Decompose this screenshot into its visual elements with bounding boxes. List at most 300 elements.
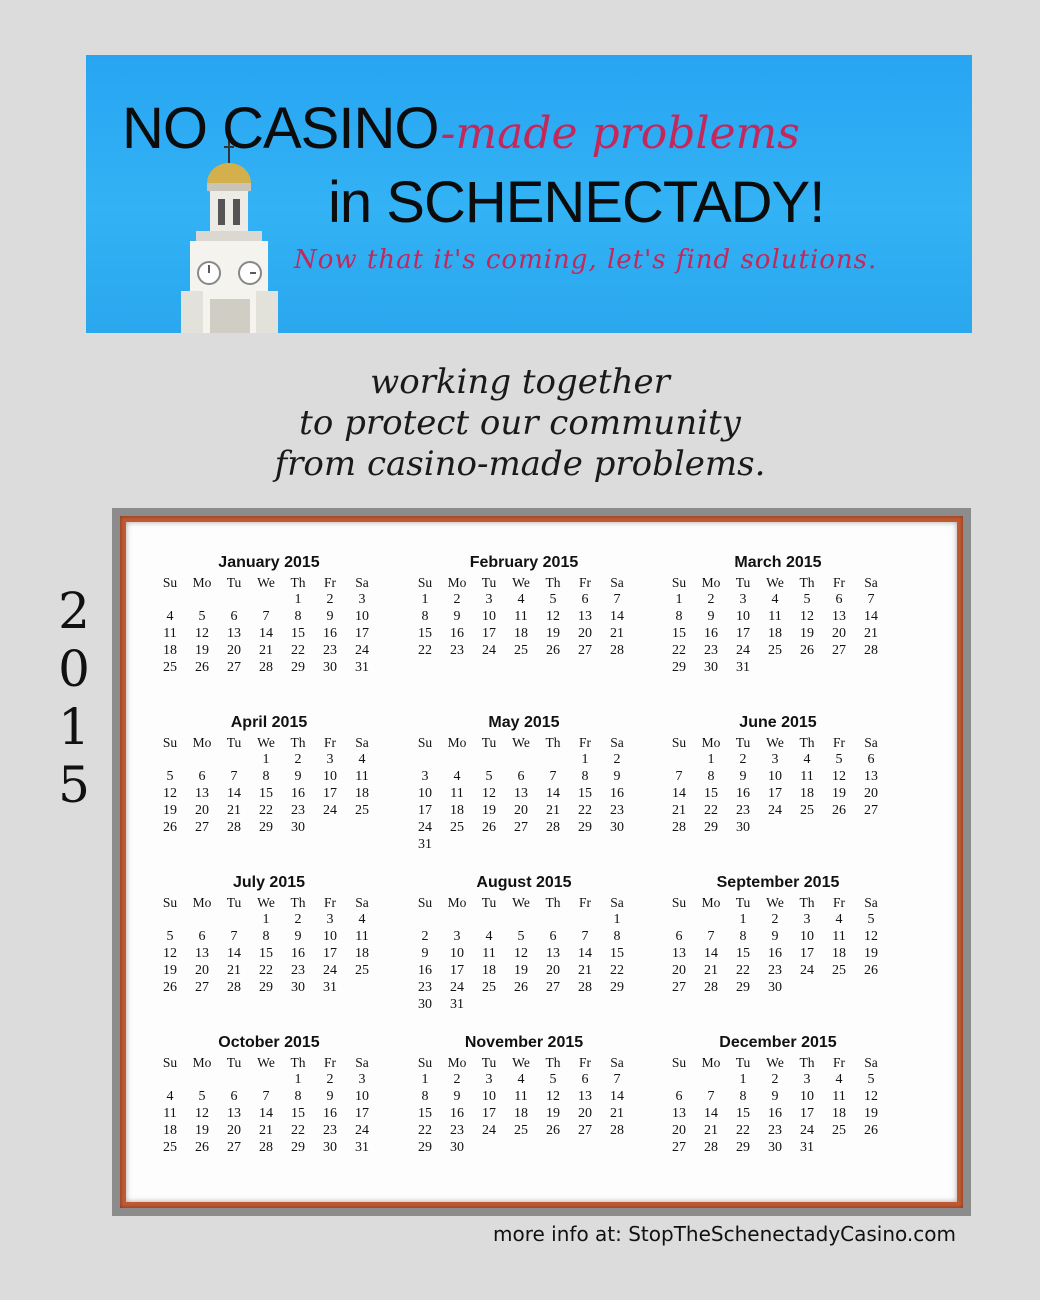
month-title: November 2015 bbox=[464, 1034, 584, 1051]
weekday-label: Th bbox=[545, 1055, 561, 1070]
weekday-label: Mo bbox=[192, 895, 212, 910]
day-number: 18 bbox=[163, 643, 177, 658]
day-number: 8 bbox=[739, 1089, 747, 1104]
day-number: 12 bbox=[832, 769, 846, 784]
day-number: 30 bbox=[768, 1140, 782, 1155]
day-number: 25 bbox=[355, 803, 369, 818]
calendar-sheet bbox=[126, 522, 957, 1202]
day-number: 25 bbox=[450, 820, 464, 835]
day-number: 6 bbox=[835, 592, 843, 607]
day-number: 13 bbox=[227, 1106, 241, 1121]
day-number: 10 bbox=[800, 929, 814, 944]
weekday-label: Th bbox=[545, 735, 561, 750]
weekday-label: Sa bbox=[355, 895, 369, 910]
weekday-label: Su bbox=[162, 575, 178, 590]
weekday-label: Tu bbox=[735, 735, 751, 750]
day-number: 14 bbox=[259, 1106, 273, 1121]
day-number: 15 bbox=[259, 946, 273, 961]
day-number: 30 bbox=[450, 1140, 464, 1155]
weekday-label: Sa bbox=[355, 735, 369, 750]
day-number: 4 bbox=[358, 752, 366, 767]
day-number: 24 bbox=[736, 643, 750, 658]
day-number: 1 bbox=[613, 912, 621, 927]
day-number: 26 bbox=[546, 1123, 560, 1138]
day-number: 8 bbox=[581, 769, 589, 784]
month-calendar bbox=[663, 1034, 893, 1156]
day-number: 1 bbox=[421, 592, 429, 607]
day-number: 22 bbox=[418, 643, 432, 658]
day-number: 16 bbox=[768, 1106, 782, 1121]
day-number: 15 bbox=[704, 786, 718, 801]
day-number: 28 bbox=[864, 643, 878, 658]
month-calendar bbox=[663, 874, 893, 996]
day-number: 21 bbox=[672, 803, 686, 818]
day-number: 29 bbox=[291, 660, 305, 675]
month-calendar bbox=[409, 714, 639, 853]
weekday-label: Mo bbox=[447, 1055, 467, 1070]
day-number: 10 bbox=[355, 609, 369, 624]
empty-day bbox=[505, 911, 537, 928]
month-title: April 2015 bbox=[230, 714, 308, 731]
day-grid bbox=[154, 751, 384, 836]
day-number: 16 bbox=[768, 946, 782, 961]
weekday-label: Mo bbox=[701, 1055, 721, 1070]
day-number: 5 bbox=[517, 929, 525, 944]
weekday-label: Fr bbox=[832, 575, 845, 590]
empty-day bbox=[218, 751, 250, 768]
weekday-label: We bbox=[257, 735, 275, 750]
weekday-label: Sa bbox=[610, 1055, 624, 1070]
weekday-header bbox=[663, 734, 893, 751]
weekday-label: Th bbox=[290, 1055, 306, 1070]
day-number: 6 bbox=[517, 769, 525, 784]
day-number: 10 bbox=[736, 609, 750, 624]
day-number: 12 bbox=[163, 946, 177, 961]
day-number: 2 bbox=[453, 1072, 461, 1087]
day-number: 10 bbox=[418, 786, 432, 801]
day-number: 20 bbox=[672, 1123, 686, 1138]
day-number: 9 bbox=[739, 769, 747, 784]
day-number: 18 bbox=[832, 946, 846, 961]
day-number: 13 bbox=[195, 946, 209, 961]
day-number: 9 bbox=[453, 609, 461, 624]
day-number: 5 bbox=[166, 769, 174, 784]
day-number: 23 bbox=[704, 643, 718, 658]
weekday-label: Sa bbox=[864, 735, 878, 750]
month-calendar bbox=[154, 874, 384, 996]
day-number: 8 bbox=[262, 929, 270, 944]
day-number: 19 bbox=[800, 626, 814, 641]
calendar-frame-border bbox=[120, 516, 963, 1208]
day-number: 4 bbox=[166, 1089, 174, 1104]
day-number: 30 bbox=[323, 1140, 337, 1155]
day-number: 11 bbox=[355, 929, 369, 944]
day-number: 2 bbox=[421, 929, 429, 944]
month-calendar bbox=[154, 714, 384, 836]
day-number: 7 bbox=[867, 592, 875, 607]
weekday-label: Mo bbox=[192, 735, 212, 750]
day-number: 23 bbox=[768, 963, 782, 978]
banner-subline: Now that it's coming, let's find solutions. bbox=[294, 245, 878, 275]
day-number: 18 bbox=[482, 963, 496, 978]
weekday-label: Sa bbox=[610, 735, 624, 750]
day-number: 15 bbox=[578, 786, 592, 801]
weekday-label: Tu bbox=[226, 895, 242, 910]
day-number: 26 bbox=[864, 1123, 878, 1138]
day-number: 6 bbox=[675, 1089, 683, 1104]
weekday-label: Tu bbox=[226, 1055, 242, 1070]
empty-day bbox=[695, 1071, 727, 1088]
weekday-label: We bbox=[766, 575, 784, 590]
empty-day bbox=[218, 911, 250, 928]
day-number: 19 bbox=[482, 803, 496, 818]
day-number: 19 bbox=[546, 626, 560, 641]
day-number: 25 bbox=[800, 803, 814, 818]
day-number: 26 bbox=[800, 643, 814, 658]
day-number: 2 bbox=[326, 1072, 334, 1087]
day-number: 27 bbox=[195, 980, 209, 995]
day-number: 30 bbox=[323, 660, 337, 675]
day-number: 2 bbox=[771, 1072, 779, 1087]
day-number: 3 bbox=[803, 1072, 811, 1087]
day-number: 31 bbox=[450, 997, 464, 1012]
weekday-header bbox=[663, 574, 893, 591]
weekday-label: Sa bbox=[864, 575, 878, 590]
day-number: 8 bbox=[421, 1089, 429, 1104]
day-number: 4 bbox=[517, 1072, 525, 1087]
day-number: 8 bbox=[707, 769, 715, 784]
day-number: 19 bbox=[514, 963, 528, 978]
day-number: 21 bbox=[578, 963, 592, 978]
day-number: 20 bbox=[195, 963, 209, 978]
year-digit: 1 bbox=[58, 698, 90, 756]
day-number: 24 bbox=[800, 1123, 814, 1138]
day-number: 2 bbox=[453, 592, 461, 607]
day-number: 26 bbox=[514, 980, 528, 995]
weekday-label: Tu bbox=[735, 895, 751, 910]
day-number: 7 bbox=[613, 1072, 621, 1087]
day-number: 12 bbox=[546, 1089, 560, 1104]
day-number: 7 bbox=[230, 769, 238, 784]
empty-day bbox=[695, 911, 727, 928]
day-number: 10 bbox=[355, 1089, 369, 1104]
day-number: 21 bbox=[546, 803, 560, 818]
day-number: 30 bbox=[418, 997, 432, 1012]
empty-day bbox=[250, 591, 282, 608]
month-calendar bbox=[663, 554, 893, 676]
day-number: 14 bbox=[610, 609, 624, 624]
weekday-label: Mo bbox=[447, 575, 467, 590]
year-digit: 0 bbox=[58, 640, 90, 698]
day-number: 4 bbox=[166, 609, 174, 624]
day-number: 14 bbox=[227, 786, 241, 801]
day-number: 10 bbox=[323, 769, 337, 784]
day-number: 2 bbox=[294, 752, 302, 767]
day-number: 29 bbox=[418, 1140, 432, 1155]
day-number: 15 bbox=[418, 626, 432, 641]
day-grid bbox=[409, 911, 639, 1013]
day-number: 12 bbox=[195, 1106, 209, 1121]
day-number: 3 bbox=[453, 929, 461, 944]
day-number: 14 bbox=[610, 1089, 624, 1104]
month-calendar bbox=[409, 1034, 639, 1156]
weekday-label: Su bbox=[162, 1055, 178, 1070]
day-number: 13 bbox=[864, 769, 878, 784]
day-number: 28 bbox=[259, 660, 273, 675]
day-number: 23 bbox=[291, 803, 305, 818]
day-number: 14 bbox=[546, 786, 560, 801]
day-number: 13 bbox=[578, 1089, 592, 1104]
weekday-label: Mo bbox=[447, 895, 467, 910]
month-title: August 2015 bbox=[476, 874, 572, 891]
weekday-label: Sa bbox=[864, 895, 878, 910]
day-number: 19 bbox=[546, 1106, 560, 1121]
day-number: 22 bbox=[418, 1123, 432, 1138]
weekday-label: Th bbox=[799, 735, 815, 750]
day-number: 24 bbox=[323, 803, 337, 818]
empty-day bbox=[154, 591, 186, 608]
empty-day bbox=[473, 911, 505, 928]
weekday-label: Tu bbox=[226, 735, 242, 750]
day-number: 25 bbox=[514, 1123, 528, 1138]
day-number: 13 bbox=[832, 609, 846, 624]
weekday-label: Fr bbox=[832, 895, 845, 910]
day-number: 18 bbox=[800, 786, 814, 801]
day-number: 8 bbox=[294, 609, 302, 624]
day-number: 14 bbox=[704, 946, 718, 961]
day-number: 4 bbox=[453, 769, 461, 784]
day-number: 9 bbox=[294, 769, 302, 784]
day-number: 4 bbox=[358, 912, 366, 927]
day-number: 20 bbox=[832, 626, 846, 641]
day-number: 14 bbox=[704, 1106, 718, 1121]
month-calendar bbox=[663, 714, 893, 836]
day-number: 11 bbox=[355, 769, 369, 784]
empty-day bbox=[505, 751, 537, 768]
day-number: 8 bbox=[613, 929, 621, 944]
day-number: 20 bbox=[578, 1106, 592, 1121]
day-number: 14 bbox=[672, 786, 686, 801]
weekday-label: Su bbox=[417, 895, 433, 910]
empty-day bbox=[537, 751, 569, 768]
day-number: 17 bbox=[450, 963, 464, 978]
day-grid bbox=[409, 751, 639, 853]
day-grid bbox=[663, 911, 893, 996]
day-number: 24 bbox=[482, 1123, 496, 1138]
day-number: 12 bbox=[864, 929, 878, 944]
day-number: 2 bbox=[707, 592, 715, 607]
day-number: 18 bbox=[514, 626, 528, 641]
day-number: 27 bbox=[864, 803, 878, 818]
day-number: 3 bbox=[421, 769, 429, 784]
weekday-label: Th bbox=[545, 575, 561, 590]
day-number: 6 bbox=[581, 592, 589, 607]
weekday-label: Su bbox=[671, 1055, 687, 1070]
day-number: 21 bbox=[610, 1106, 624, 1121]
day-number: 6 bbox=[230, 1089, 238, 1104]
day-number: 11 bbox=[163, 1106, 177, 1121]
day-number: 11 bbox=[514, 609, 528, 624]
empty-day bbox=[663, 911, 695, 928]
day-number: 19 bbox=[195, 1123, 209, 1138]
day-number: 2 bbox=[326, 592, 334, 607]
header-banner bbox=[86, 55, 972, 333]
day-number: 28 bbox=[546, 820, 560, 835]
day-number: 4 bbox=[835, 1072, 843, 1087]
empty-day bbox=[663, 751, 695, 768]
day-number: 20 bbox=[227, 1123, 241, 1138]
weekday-label: Fr bbox=[832, 735, 845, 750]
day-grid bbox=[409, 1071, 639, 1156]
weekday-label: Mo bbox=[192, 575, 212, 590]
day-number: 5 bbox=[198, 1089, 206, 1104]
day-number: 12 bbox=[482, 786, 496, 801]
weekday-label: We bbox=[766, 895, 784, 910]
day-number: 8 bbox=[675, 609, 683, 624]
day-number: 29 bbox=[736, 980, 750, 995]
day-number: 7 bbox=[613, 592, 621, 607]
day-number: 27 bbox=[832, 643, 846, 658]
day-number: 29 bbox=[259, 980, 273, 995]
day-number: 23 bbox=[768, 1123, 782, 1138]
day-number: 22 bbox=[736, 1123, 750, 1138]
weekday-label: We bbox=[512, 1055, 530, 1070]
month-title: October 2015 bbox=[218, 1034, 320, 1051]
day-number: 2 bbox=[771, 912, 779, 927]
day-number: 28 bbox=[578, 980, 592, 995]
day-number: 23 bbox=[323, 1123, 337, 1138]
day-number: 9 bbox=[326, 1089, 334, 1104]
day-number: 10 bbox=[768, 769, 782, 784]
weekday-label: Su bbox=[162, 895, 178, 910]
day-number: 14 bbox=[259, 626, 273, 641]
weekday-label: Mo bbox=[701, 735, 721, 750]
day-number: 6 bbox=[867, 752, 875, 767]
day-number: 28 bbox=[227, 980, 241, 995]
day-number: 29 bbox=[736, 1140, 750, 1155]
weekday-label: Tu bbox=[226, 575, 242, 590]
weekday-header bbox=[154, 734, 384, 751]
day-number: 10 bbox=[450, 946, 464, 961]
day-number: 12 bbox=[514, 946, 528, 961]
day-grid bbox=[154, 911, 384, 996]
day-number: 15 bbox=[610, 946, 624, 961]
banner-made-problems: -made problems bbox=[440, 108, 800, 159]
day-number: 24 bbox=[768, 803, 782, 818]
day-number: 25 bbox=[482, 980, 496, 995]
footer-website: more info at: StopTheSchenectadyCasino.com bbox=[493, 1222, 956, 1246]
weekday-label: Mo bbox=[701, 895, 721, 910]
day-number: 3 bbox=[358, 1072, 366, 1087]
day-number: 17 bbox=[323, 786, 337, 801]
day-number: 26 bbox=[864, 963, 878, 978]
weekday-header bbox=[154, 574, 384, 591]
day-number: 17 bbox=[800, 1106, 814, 1121]
day-number: 21 bbox=[227, 803, 241, 818]
tagline-line-3: from casino-made problems. bbox=[274, 444, 766, 484]
day-number: 15 bbox=[736, 946, 750, 961]
day-number: 24 bbox=[450, 980, 464, 995]
day-grid bbox=[154, 1071, 384, 1156]
day-number: 12 bbox=[195, 626, 209, 641]
year-digit: 5 bbox=[58, 756, 90, 814]
day-number: 25 bbox=[514, 643, 528, 658]
day-number: 30 bbox=[736, 820, 750, 835]
day-number: 5 bbox=[485, 769, 493, 784]
day-number: 9 bbox=[421, 946, 429, 961]
day-number: 16 bbox=[291, 786, 305, 801]
day-number: 27 bbox=[227, 660, 241, 675]
day-number: 28 bbox=[610, 1123, 624, 1138]
day-number: 18 bbox=[355, 786, 369, 801]
day-number: 22 bbox=[291, 1123, 305, 1138]
day-number: 24 bbox=[355, 643, 369, 658]
day-number: 12 bbox=[864, 1089, 878, 1104]
day-number: 1 bbox=[581, 752, 589, 767]
weekday-label: Su bbox=[671, 735, 687, 750]
weekday-header bbox=[154, 894, 384, 911]
day-number: 27 bbox=[227, 1140, 241, 1155]
day-number: 21 bbox=[259, 643, 273, 658]
day-number: 21 bbox=[704, 963, 718, 978]
day-number: 15 bbox=[418, 1106, 432, 1121]
day-number: 5 bbox=[803, 592, 811, 607]
empty-day bbox=[186, 591, 218, 608]
day-number: 22 bbox=[610, 963, 624, 978]
banner-no-casino: NO CASINO bbox=[122, 96, 439, 161]
month-title: September 2015 bbox=[716, 874, 840, 891]
day-number: 6 bbox=[198, 769, 206, 784]
day-number: 5 bbox=[835, 752, 843, 767]
day-number: 13 bbox=[227, 626, 241, 641]
month-title: January 2015 bbox=[218, 554, 320, 571]
day-number: 7 bbox=[707, 929, 715, 944]
weekday-label: Tu bbox=[735, 575, 751, 590]
day-number: 13 bbox=[672, 946, 686, 961]
day-number: 28 bbox=[259, 1140, 273, 1155]
day-number: 16 bbox=[323, 626, 337, 641]
day-number: 23 bbox=[610, 803, 624, 818]
day-number: 5 bbox=[198, 609, 206, 624]
day-number: 20 bbox=[195, 803, 209, 818]
day-number: 7 bbox=[675, 769, 683, 784]
day-grid bbox=[409, 591, 639, 659]
day-number: 30 bbox=[291, 980, 305, 995]
day-number: 9 bbox=[294, 929, 302, 944]
day-number: 7 bbox=[581, 929, 589, 944]
weekday-header bbox=[409, 734, 639, 751]
day-number: 27 bbox=[546, 980, 560, 995]
day-number: 29 bbox=[259, 820, 273, 835]
day-number: 13 bbox=[672, 1106, 686, 1121]
month-title: March 2015 bbox=[734, 554, 822, 571]
day-number: 21 bbox=[610, 626, 624, 641]
day-number: 9 bbox=[771, 1089, 779, 1104]
weekday-label: Th bbox=[545, 895, 561, 910]
day-number: 7 bbox=[262, 1089, 270, 1104]
day-number: 16 bbox=[736, 786, 750, 801]
day-number: 3 bbox=[485, 1072, 493, 1087]
day-number: 7 bbox=[230, 929, 238, 944]
day-number: 19 bbox=[864, 1106, 878, 1121]
weekday-label: Mo bbox=[701, 575, 721, 590]
month-calendar bbox=[154, 554, 384, 676]
day-number: 1 bbox=[675, 592, 683, 607]
day-number: 31 bbox=[355, 660, 369, 675]
day-number: 2 bbox=[613, 752, 621, 767]
month-calendar bbox=[409, 874, 639, 1013]
day-number: 11 bbox=[514, 1089, 528, 1104]
